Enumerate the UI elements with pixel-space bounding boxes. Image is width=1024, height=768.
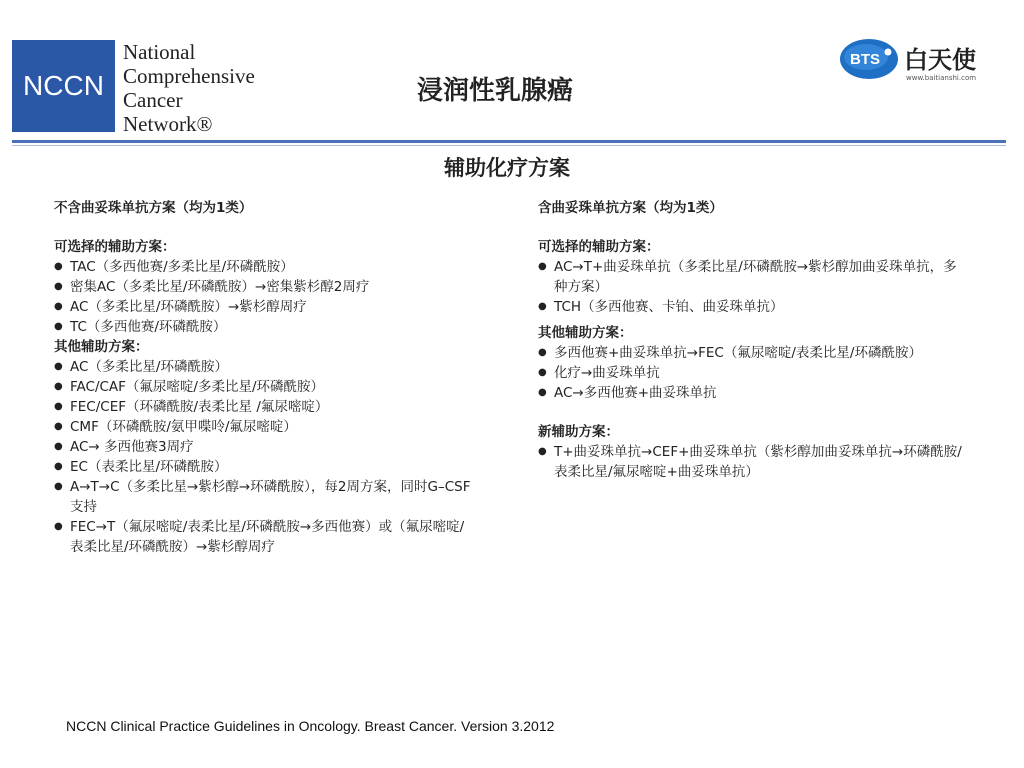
right-optional-list <box>538 257 963 317</box>
left-other-list <box>54 357 474 557</box>
bts-logo-url: www.baitianshi.com <box>906 74 977 82</box>
list-item: ● TC（多西他赛/环磷酰胺） <box>54 317 474 337</box>
nccn-logo-word: Cancer <box>123 88 183 112</box>
list-item: ● FEC/CEF（环磷酰胺/表柔比星 /氟尿嘧啶） <box>54 397 474 417</box>
list-item: ● AC→多西他赛+曲妥珠单抗 <box>538 383 963 403</box>
list-item: ● TCH（多西他赛、卡铂、曲妥珠单抗） <box>538 297 963 317</box>
right-neo-title: 新辅助方案： <box>538 424 619 440</box>
list-item: ● FAC/CAF（氟尿嘧啶/多柔比星/环磷酰胺） <box>54 377 474 397</box>
list-item: ● TAC（多西他赛/多柔比星/环磷酰胺） <box>54 257 474 277</box>
bts-logo-badge: BTS <box>850 51 880 68</box>
left-optional-list <box>54 257 474 337</box>
page-title: 浸润性乳腺癌 <box>417 76 574 106</box>
header-divider <box>12 140 1006 143</box>
left-other-title: 其他辅助方案： <box>54 339 149 355</box>
list-item: ● 密集AC（多柔比星/环磷酰胺）→密集紫杉醇2周疗 <box>54 277 474 297</box>
right-optional-title: 可选择的辅助方案： <box>538 239 660 255</box>
list-item: ● FEC→T（氟尿嘧啶/表柔比星/环磷酰胺→多西他赛）或（氟尿嘧啶/表柔比星/环磷酰胺）→紫杉醇周疗 <box>54 517 474 557</box>
nccn-logo-acronym: NCCN <box>23 70 104 101</box>
bts-logo-icon <box>838 36 900 82</box>
list-item: ● 化疗→曲妥珠单抗 <box>538 363 963 383</box>
nccn-logo-word: Network® <box>123 112 213 136</box>
list-item: ● T+曲妥珠单抗→CEF+曲妥珠单抗（紫杉醇加曲妥珠单抗→环磷酰胺/表柔比星/氟尿嘧啶+曲妥珠单抗） <box>538 442 963 482</box>
list-item: ● AC→ 多西他赛3周疗 <box>54 437 474 457</box>
nccn-logo-word: Comprehensive <box>123 64 255 88</box>
right-column-heading: 含曲妥珠单抗方案（均为1类） <box>538 200 723 216</box>
left-column-heading: 不含曲妥珠单抗方案（均为1类） <box>54 200 253 216</box>
right-neo-list <box>538 442 963 482</box>
list-item: ● AC→T+曲妥珠单抗（多柔比星/环磷酰胺→紫杉醇加曲妥珠单抗，多种方案） <box>538 257 963 297</box>
list-item: ● AC（多柔比星/环磷酰胺）→紫杉醇周疗 <box>54 297 474 317</box>
list-item: ● AC（多柔比星/环磷酰胺） <box>54 357 474 377</box>
nccn-logo-text <box>123 40 283 136</box>
footer-citation: NCCN Clinical Practice Guidelines in Oncology. Breast Cancer. Version 3.2012 <box>66 718 555 734</box>
right-column <box>538 198 963 482</box>
header-divider-thin <box>12 145 1006 146</box>
list-item: ● A→T→C（多柔比星→紫杉醇→环磷酰胺），每2周方案，同时G–CSF支持 <box>54 477 474 517</box>
list-item: ● EC（表柔比星/环磷酰胺） <box>54 457 474 477</box>
section-subtitle: 辅助化疗方案 <box>444 156 570 180</box>
left-column <box>54 198 474 557</box>
right-other-list <box>538 343 963 403</box>
bts-logo-name: 白天使 <box>904 46 976 74</box>
list-item: ● 多西他赛+曲妥珠单抗→FEC（氟尿嘧啶/表柔比星/环磷酰胺） <box>538 343 963 363</box>
list-item: ● CMF（环磷酰胺/氨甲喋呤/氟尿嘧啶） <box>54 417 474 437</box>
nccn-logo-box <box>12 40 115 132</box>
right-other-title: 其他辅助方案： <box>538 325 633 341</box>
nccn-logo-word: National <box>123 40 196 64</box>
left-optional-title: 可选择的辅助方案： <box>54 239 176 255</box>
